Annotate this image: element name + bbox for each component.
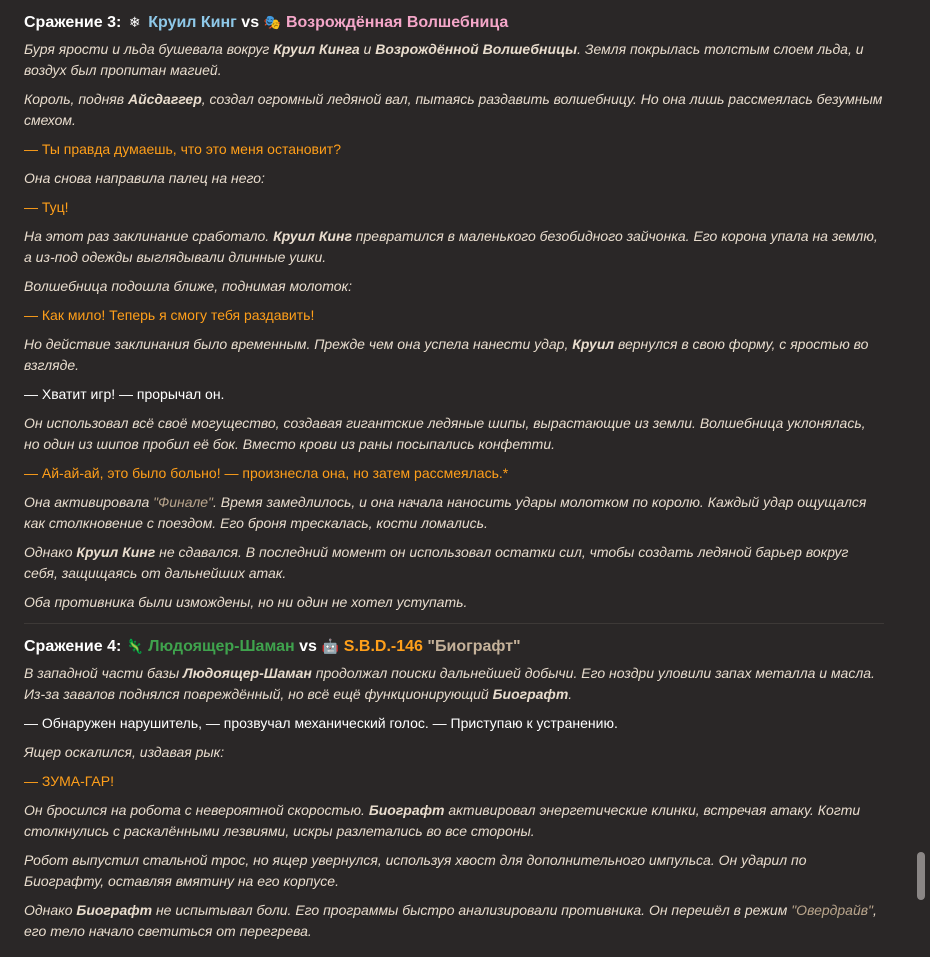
narration-paragraph	[24, 592, 884, 613]
text-fragment: Ящер оскалился, издавая рык:	[24, 744, 225, 760]
narration-paragraph	[24, 168, 884, 189]
fighter-sbd-146: S.B.D.-146	[343, 638, 423, 655]
battle-4-heading	[24, 636, 884, 657]
battle-3-heading	[24, 12, 884, 33]
dialogue-line	[24, 713, 884, 734]
battle-4-text	[24, 663, 884, 942]
fighter-cruel-king: Круил Кинг	[148, 14, 237, 31]
narration-paragraph	[24, 89, 884, 131]
character-name: Айсдаггер	[127, 91, 202, 107]
character-name: Круил Кинг	[273, 228, 352, 244]
character-name: Круил Кинг	[76, 544, 156, 560]
character-name: Круил	[572, 336, 615, 352]
text-fragment: Однако	[24, 544, 77, 560]
text-fragment: — ЗУМА-ГАР!	[24, 773, 114, 789]
text-fragment: Буря ярости и льда бушевала вокруг	[24, 41, 274, 57]
vs-label: vs	[241, 14, 260, 31]
text-fragment: Волшебница подошла ближе, поднимая молоток:	[24, 278, 352, 294]
battle-4-label: Сражение 4:	[24, 638, 122, 655]
vs-label: vs	[299, 638, 317, 655]
narration-paragraph	[24, 334, 884, 376]
text-fragment: . Земля покрылась толстым слоем льда, и воздух был пропитан магией.	[24, 41, 864, 78]
narration-paragraph	[24, 663, 884, 705]
dialogue-line	[24, 771, 884, 792]
narration-paragraph	[24, 492, 884, 534]
text-fragment: не испытывал боли. Его программы быстро анализировали противника. Он перешёл в режим	[152, 902, 792, 918]
character-name: Биографт	[492, 686, 569, 702]
text-fragment: .	[568, 686, 573, 702]
narration-paragraph	[24, 39, 884, 81]
text-fragment: активировал энергетические клинки, встречая атаку. Когти столкнулись с раскалёнными лезвиями, искры разлетались во все стороны.	[24, 802, 861, 839]
character-name: Биографт	[76, 902, 153, 918]
character-name: Круил Кинга	[273, 41, 360, 57]
text-fragment: Он бросился на робота с невероятной скоростью.	[24, 802, 369, 818]
text-fragment: Но действие заклинания было временным. Прежде чем она успела нанести удар,	[24, 336, 573, 352]
text-fragment: Оба противника были измождены, но ни один не хотел уступать.	[24, 594, 468, 610]
text-fragment: Она активировала	[24, 494, 154, 510]
text-fragment: На этот раз заклинание сработало.	[24, 228, 274, 244]
character-name: Людоящер-Шаман	[183, 665, 312, 681]
text-fragment: Однако	[24, 902, 77, 918]
text-fragment: Она снова направила палец на него:	[24, 170, 265, 186]
character-name: Биографт	[368, 802, 445, 818]
text-fragment: и	[359, 41, 376, 57]
text-fragment: — Как мило! Теперь я смогу тебя раздавить!	[24, 307, 315, 323]
text-fragment: — Обнаружен нарушитель, — прозвучал механический голос. — Приступаю к устранению.	[24, 715, 618, 731]
dialogue-line	[24, 139, 884, 160]
narration-paragraph	[24, 800, 884, 842]
text-fragment: В западной части базы	[24, 665, 184, 681]
narration-paragraph	[24, 850, 884, 892]
scrollbar[interactable]	[914, 0, 928, 957]
battle-3-label: Сражение 3:	[24, 14, 122, 31]
snowflake-icon: ❄	[128, 14, 141, 30]
text-fragment: превратился в маленького безобидного зайчонка. Его корона упала на землю, а из-под одежды выглядывали длинные ушки.	[24, 228, 878, 265]
dialogue-line	[24, 197, 884, 218]
text-fragment: продолжал поиски дальнейшей добычи. Его ноздри уловили запах металла и масла. Из-за завалов поднялся повреждённый, но всё ещё функционирующий	[24, 665, 875, 702]
masks-icon: 🎭	[263, 14, 282, 30]
narration-paragraph	[24, 742, 884, 763]
fighter-biograft-alias: "Биографт"	[427, 638, 521, 655]
chat-message-content	[24, 0, 884, 950]
narration-paragraph	[24, 413, 884, 455]
dialogue-line	[24, 463, 884, 484]
text-fragment: — Туц!	[24, 199, 69, 215]
text-fragment: — Хватит игр! — прорычал он.	[24, 386, 225, 402]
fighter-lizard-shaman: Людоящер-Шаман	[148, 638, 295, 655]
narration-paragraph	[24, 542, 884, 584]
narration-paragraph	[24, 276, 884, 297]
text-fragment: не сдавался. В последний момент он использовал остатки сил, чтобы создать ледяной барьер вокруг себя, защищаясь от дальнейших атак.	[24, 544, 849, 581]
robot-icon: 🤖	[321, 638, 340, 654]
dialogue-line	[24, 305, 884, 326]
text-fragment: вернулся в свою форму, с яростью во взгляде.	[24, 336, 869, 373]
text-fragment: Он использовал всё своё могущество, создавая гигантские ледяные шипы, вырастающие из земли. Волшебница уклонялась, но один из шипов пробил её бок. Вместо крови из раны посыпались конфетти.	[24, 415, 866, 452]
battle-3-text	[24, 39, 884, 613]
scrollbar-thumb[interactable]	[917, 852, 925, 900]
text-fragment: — Ай-ай-ай, это было больно! — произнесла она, но затем рассмеялась.*	[24, 465, 509, 481]
text-fragment: Король, подняв	[24, 91, 128, 107]
text-fragment: , его тело начало светиться от перегрева.	[24, 902, 877, 939]
narration-paragraph	[24, 900, 884, 942]
narration-paragraph	[24, 226, 884, 268]
dialogue-line	[24, 384, 884, 405]
section-divider	[24, 623, 884, 624]
ability-name: "Овердрайв"	[791, 902, 874, 918]
text-fragment: — Ты правда думаешь, что это меня остановит?	[24, 141, 341, 157]
character-name: Возрождённой Волшебницы	[375, 41, 578, 57]
lizard-icon: 🦎	[126, 638, 144, 654]
text-fragment: . Время замедлилось, и она начала наносить удары молотком по королю. Каждый удар ощущался как столкновение с поездом. Его броня трескалась, кости ломались.	[24, 494, 867, 531]
fighter-reborn-sorceress: Возрождённая Волшебница	[286, 14, 509, 31]
text-fragment: , создал огромный ледяной вал, пытаясь раздавить волшебницу. Но она лишь рассмеялась безумным смехом.	[24, 91, 883, 128]
ability-name: "Финале"	[153, 494, 214, 510]
text-fragment: Робот выпустил стальной трос, но ящер увернулся, используя хвост для дополнительного импульса. Он ударил по Биографту, оставляя вмятину на его корпусе.	[24, 852, 807, 889]
